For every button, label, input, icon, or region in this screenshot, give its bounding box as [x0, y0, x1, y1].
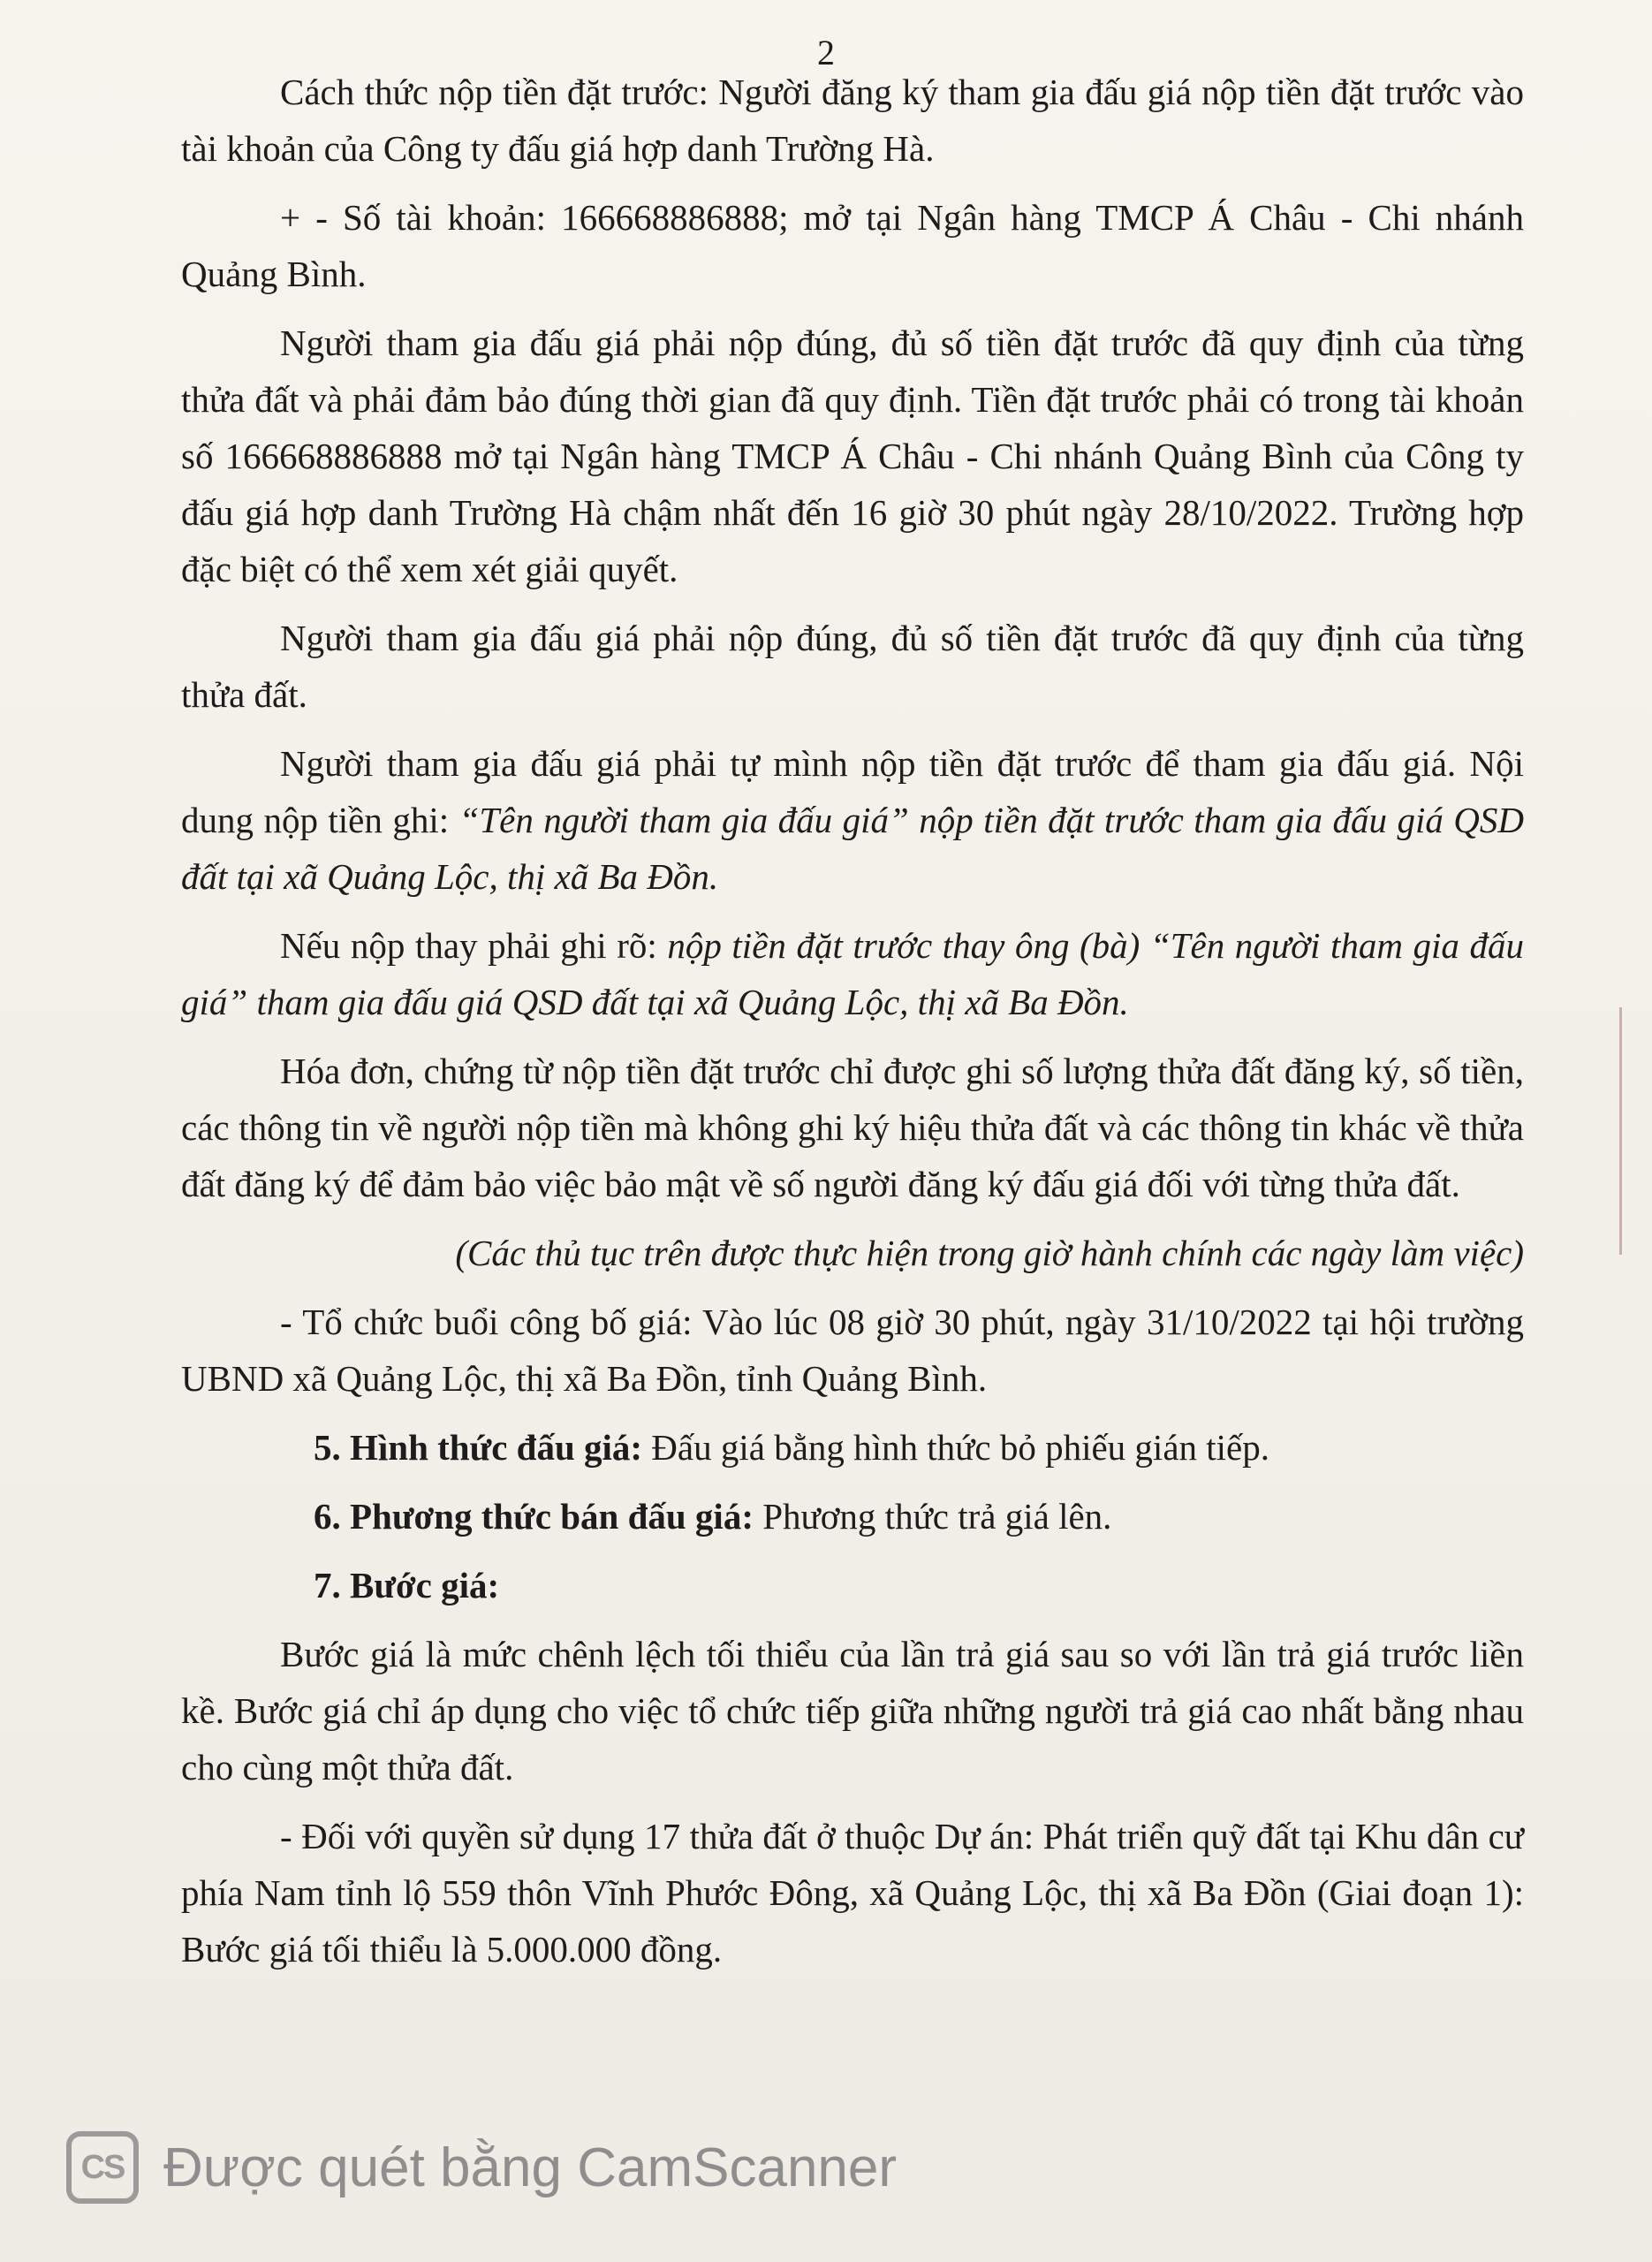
camscanner-logo-icon: CS [66, 2131, 139, 2204]
page-number: 2 [817, 33, 835, 72]
section-6-auction-method [181, 1488, 1524, 1545]
self-deposit-content: “Tên người tham gia đấu giá” nộp tiền đặt trước tham gia đấu giá QSD đất tại xã Quảng Lộc, thị xã Ba Đồn. [181, 800, 1525, 897]
paragraph-bank-account: + - Số tài khoản: 166668886888; mở tại Ngân hàng TMCP Á Châu - Chi nhánh Quảng Bình. [181, 197, 1524, 294]
paragraph-office-hours-note: (Các thủ tục trên được thực hiện trong giờ hành chính các ngày làm việc) [455, 1233, 1524, 1273]
paragraph-price-announcement: - Tổ chức buổi công bố giá: Vào lúc 08 giờ 30 phút, ngày 31/10/2022 tại hội trường UBND xã Quảng Lộc, thị xã Ba Đồn, tỉnh Quảng Bình. [181, 1302, 1524, 1399]
paragraph-deposit-amount: Người tham gia đấu giá phải nộp đúng, đủ số tiền đặt trước đã quy định của từng thửa đất. [181, 618, 1524, 715]
section-5-value: Đấu giá bằng hình thức bỏ phiếu gián tiếp. [642, 1427, 1269, 1468]
camscanner-watermark [66, 2129, 897, 2205]
margin-stamp-edge [1619, 1007, 1645, 1255]
paragraph-price-step-definition: Bước giá là mức chênh lệch tối thiểu của lần trả giá sau so với lần trả giá trước liền kề. Bước giá chỉ áp dụng cho việc tổ chức tiếp giữa những người trả giá cao nhất bằng nhau cho cùng một thửa đất. [181, 1634, 1524, 1788]
section-5-auction-form [181, 1419, 1524, 1476]
self-deposit-text: Người tham gia đấu giá phải tự mình nộp tiền đặt trước để tham gia đấu giá. Nội dung nộp tiền ghi: [181, 743, 1524, 840]
proxy-deposit-text: Nếu nộp thay phải ghi rõ: [280, 925, 668, 966]
document-body [181, 64, 1524, 1990]
paragraph-invoice: Hóa đơn, chứng từ nộp tiền đặt trước chỉ được ghi số lượng thửa đất đăng ký, số tiền, các thông tin về người nộp tiền mà không ghi ký hiệu thửa đất và các thông tin khác về thửa đất đăng ký để đảm bảo việc bảo mật về số người đăng ký đấu giá đối với từng thửa đất. [181, 1051, 1524, 1204]
section-6-value: Phương thức trả giá lên. [753, 1496, 1112, 1537]
paragraph-self-deposit [181, 735, 1524, 905]
paragraph-deposit-method: Cách thức nộp tiền đặt trước: Người đăng ký tham gia đấu giá nộp tiền đặt trước vào tài khoản của Công ty đấu giá hợp danh Trường Hà. [181, 72, 1524, 169]
section-7-price-step [181, 1557, 1524, 1613]
section-6-label: 6. Phương thức bán đấu giá: [314, 1496, 754, 1537]
paragraph-proxy-deposit [181, 917, 1524, 1030]
proxy-deposit-content: nộp tiền đặt trước thay ông (bà) “Tên người tham gia đấu giá” tham gia đấu giá QSD đất tại xã Quảng Lộc, thị xã Ba Đồn. [181, 925, 1524, 1022]
paragraph-price-step-value: - Đối với quyền sử dụng 17 thửa đất ở thuộc Dự án: Phát triển quỹ đất tại Khu dân cư phía Nam tỉnh lộ 559 thôn Vĩnh Phước Đông, xã Quảng Lộc, thị xã Ba Đồn (Giai đoạn 1): Bước giá tối thiểu là 5.000.000 đồng. [181, 1816, 1524, 1970]
paragraph-deposit-deadline: Người tham gia đấu giá phải nộp đúng, đủ số tiền đặt trước đã quy định của từng thửa đất và phải đảm bảo đúng thời gian đã quy định. Tiền đặt trước phải có trong tài khoản số 166668886888 mở tại Ngân hàng TMCP Á Châu - Chi nhánh Quảng Bình của Công ty đấu giá hợp danh Trường Hà chậm nhất đến 16 giờ 30 phút ngày 28/10/2022. Trường hợp đặc biệt có thể xem xét giải quyết. [181, 323, 1524, 589]
section-5-label: 5. Hình thức đấu giá: [314, 1427, 643, 1468]
section-7-label: 7. Bước giá: [314, 1565, 500, 1605]
camscanner-watermark-text: Được quét bằng CamScanner [163, 2137, 898, 2198]
